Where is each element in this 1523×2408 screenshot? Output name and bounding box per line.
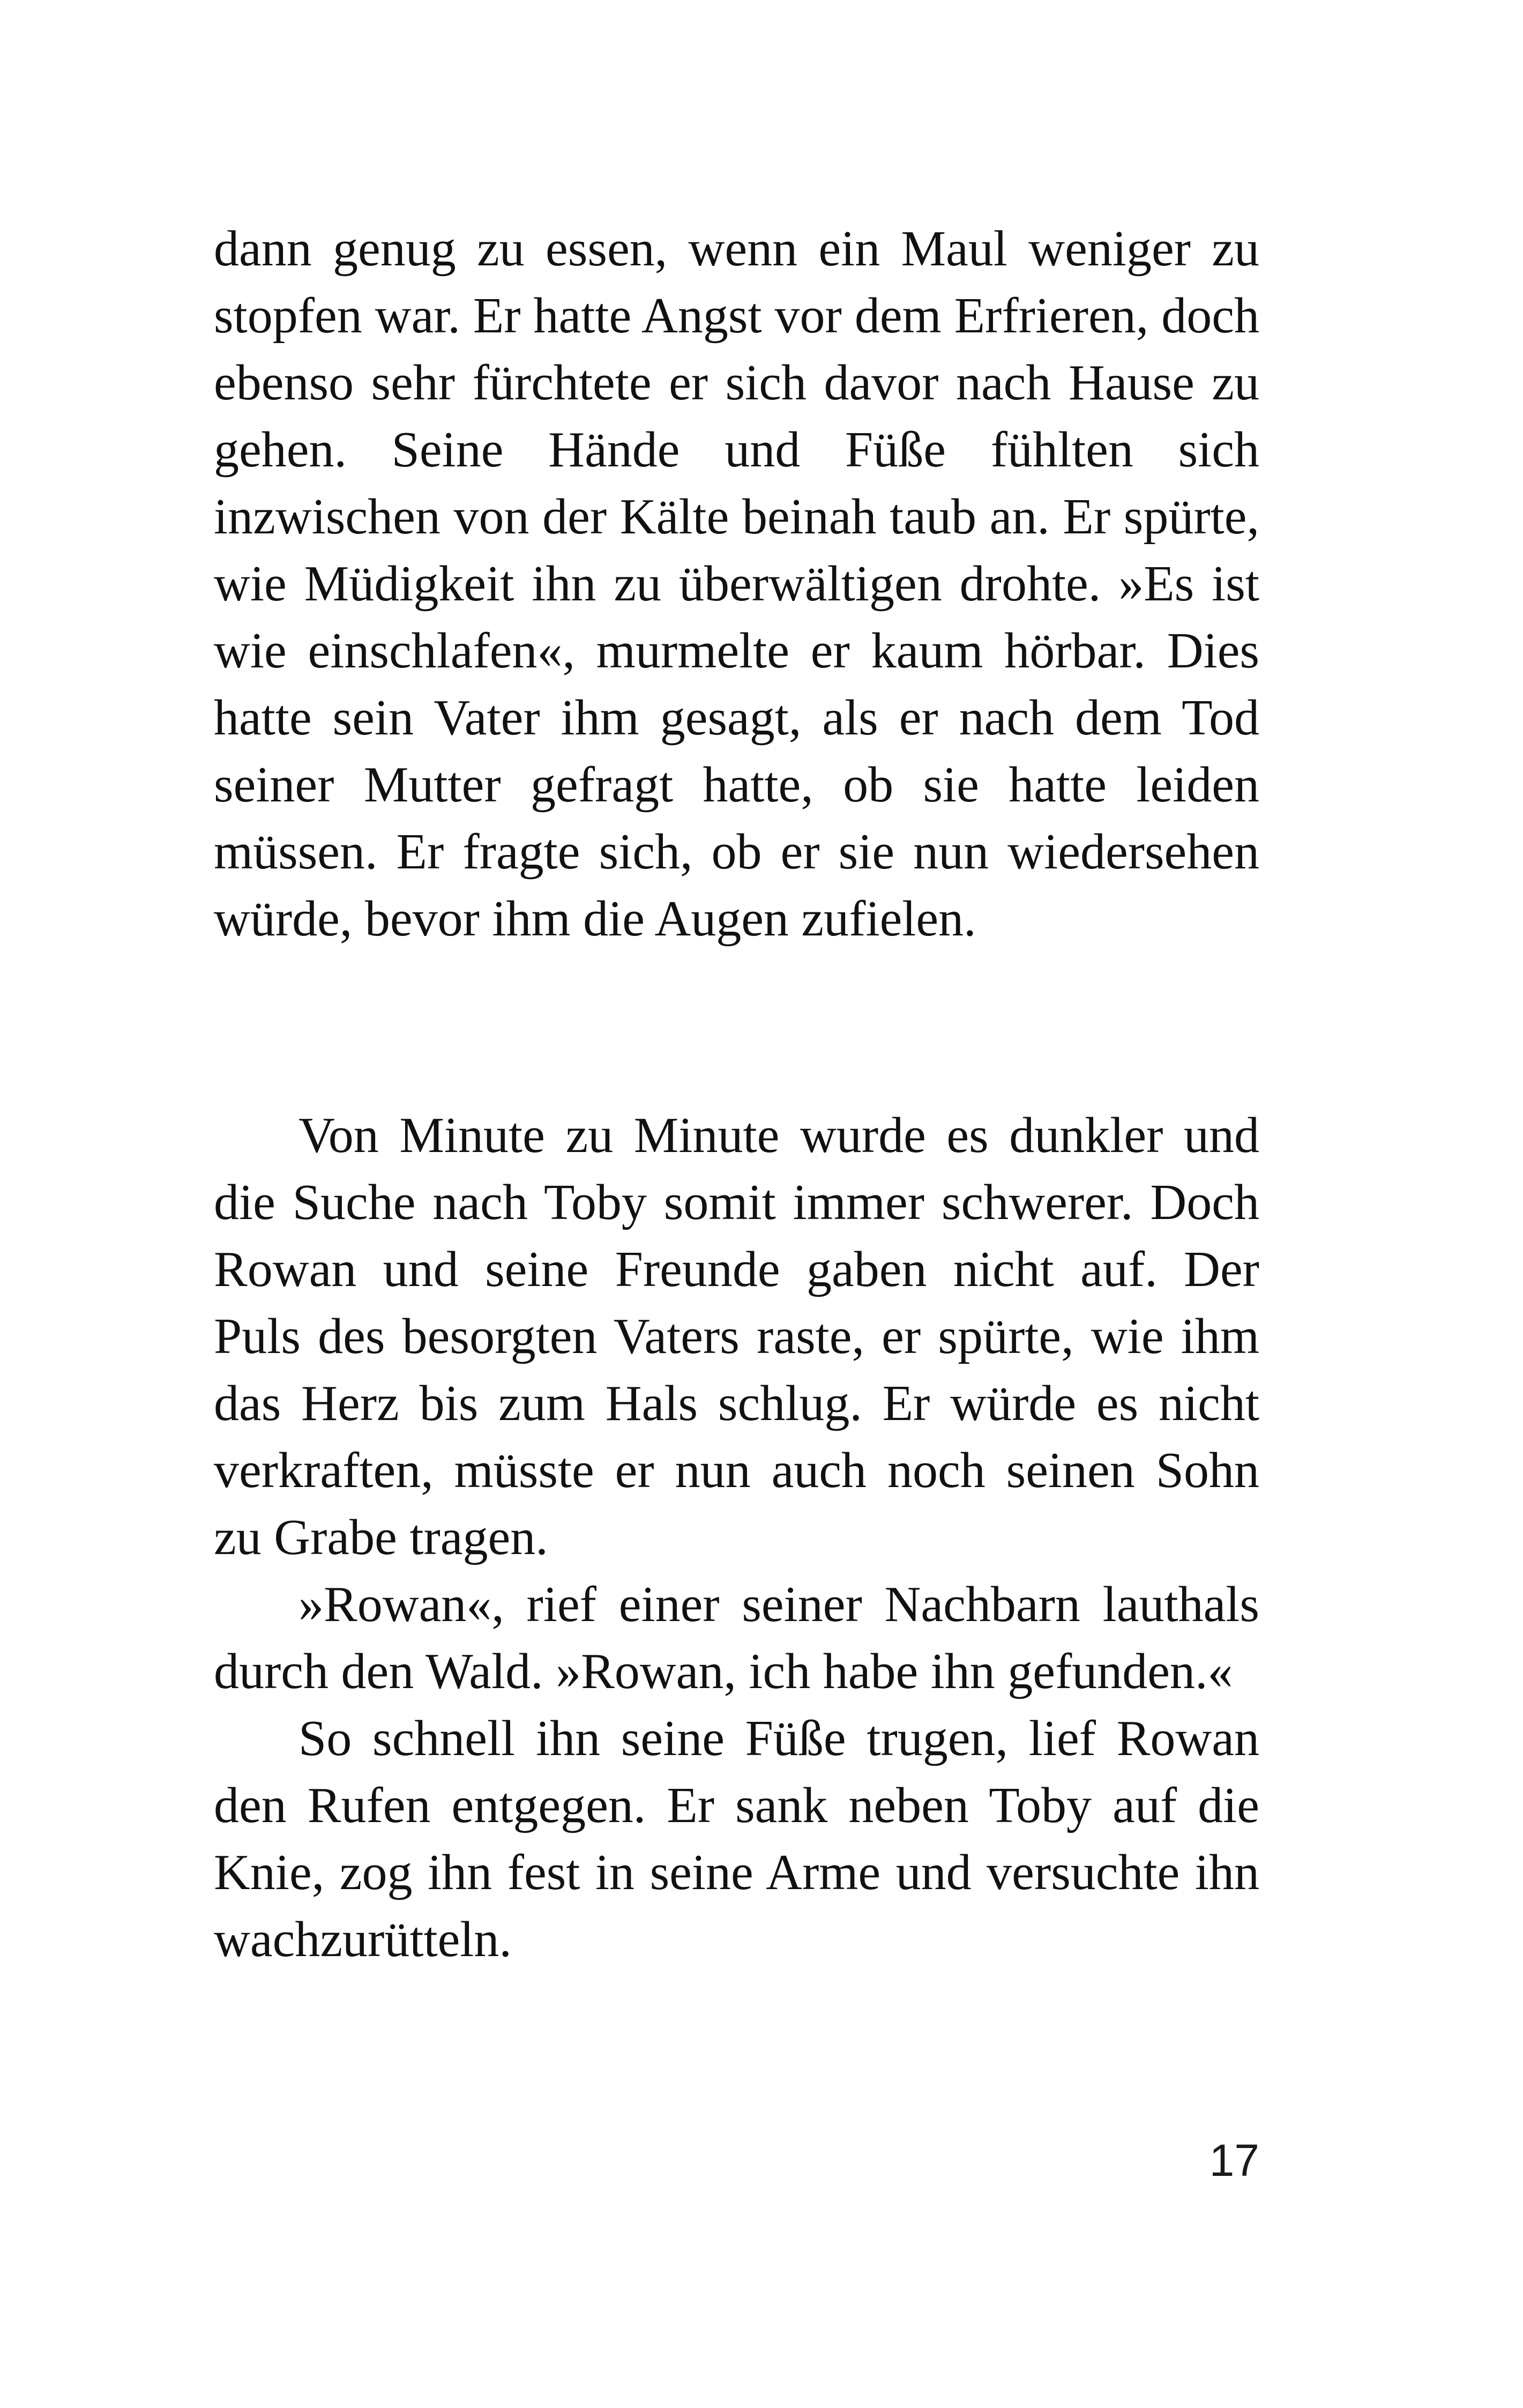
text-section-top — [214, 215, 1259, 953]
paragraph: So schnell ihn seine Füße trugen, lief Rowan den Rufen entgegen. Er sank neben Toby auf die Knie, zog ihn fest in seine Arme und versuchte ihn wachzurütteln. — [214, 1711, 1259, 1967]
paragraph: dann genug zu essen, wenn ein Maul weniger zu stopfen war. Er hatte Angst vor dem Erfrieren, doch ebenso sehr fürchtete er sich davor nach Hause zu gehen. Seine Hände und Füße fühlten sich inzwischen von der Kälte beinah taub an. Er spürte, wie Müdigkeit ihn zu überwältigen drohte. »Es ist wie einschlafen«, murmelte er kaum hörbar. Dies hatte sein Vater ihm gesagt, als er nach dem Tod seiner Mutter gefragt hatte, ob sie hatte leiden müssen. Er fragte sich, ob er sie nun wiedersehen würde, bevor ihm die Augen zufielen. — [214, 221, 1259, 947]
page-number: 17 — [1209, 2135, 1259, 2186]
paragraph: »Rowan«, rief einer seiner Nachbarn lauthals durch den Wald. »Rowan, ich habe ihn gefunden.« — [214, 1577, 1259, 1699]
paragraph: Von Minute zu Minute wurde es dunkler und die Suche nach Toby somit immer schwerer. Doch Rowan und seine Freunde gaben nicht auf. Der Puls des besorgten Vaters raste, er spürte, wie ihm das Herz bis zum Hals schlug. Er würde es nicht verkraften, müsste er nun auch noch seinen Sohn zu Grabe tragen. — [214, 1108, 1259, 1565]
text-section-bottom — [214, 1102, 1259, 1973]
